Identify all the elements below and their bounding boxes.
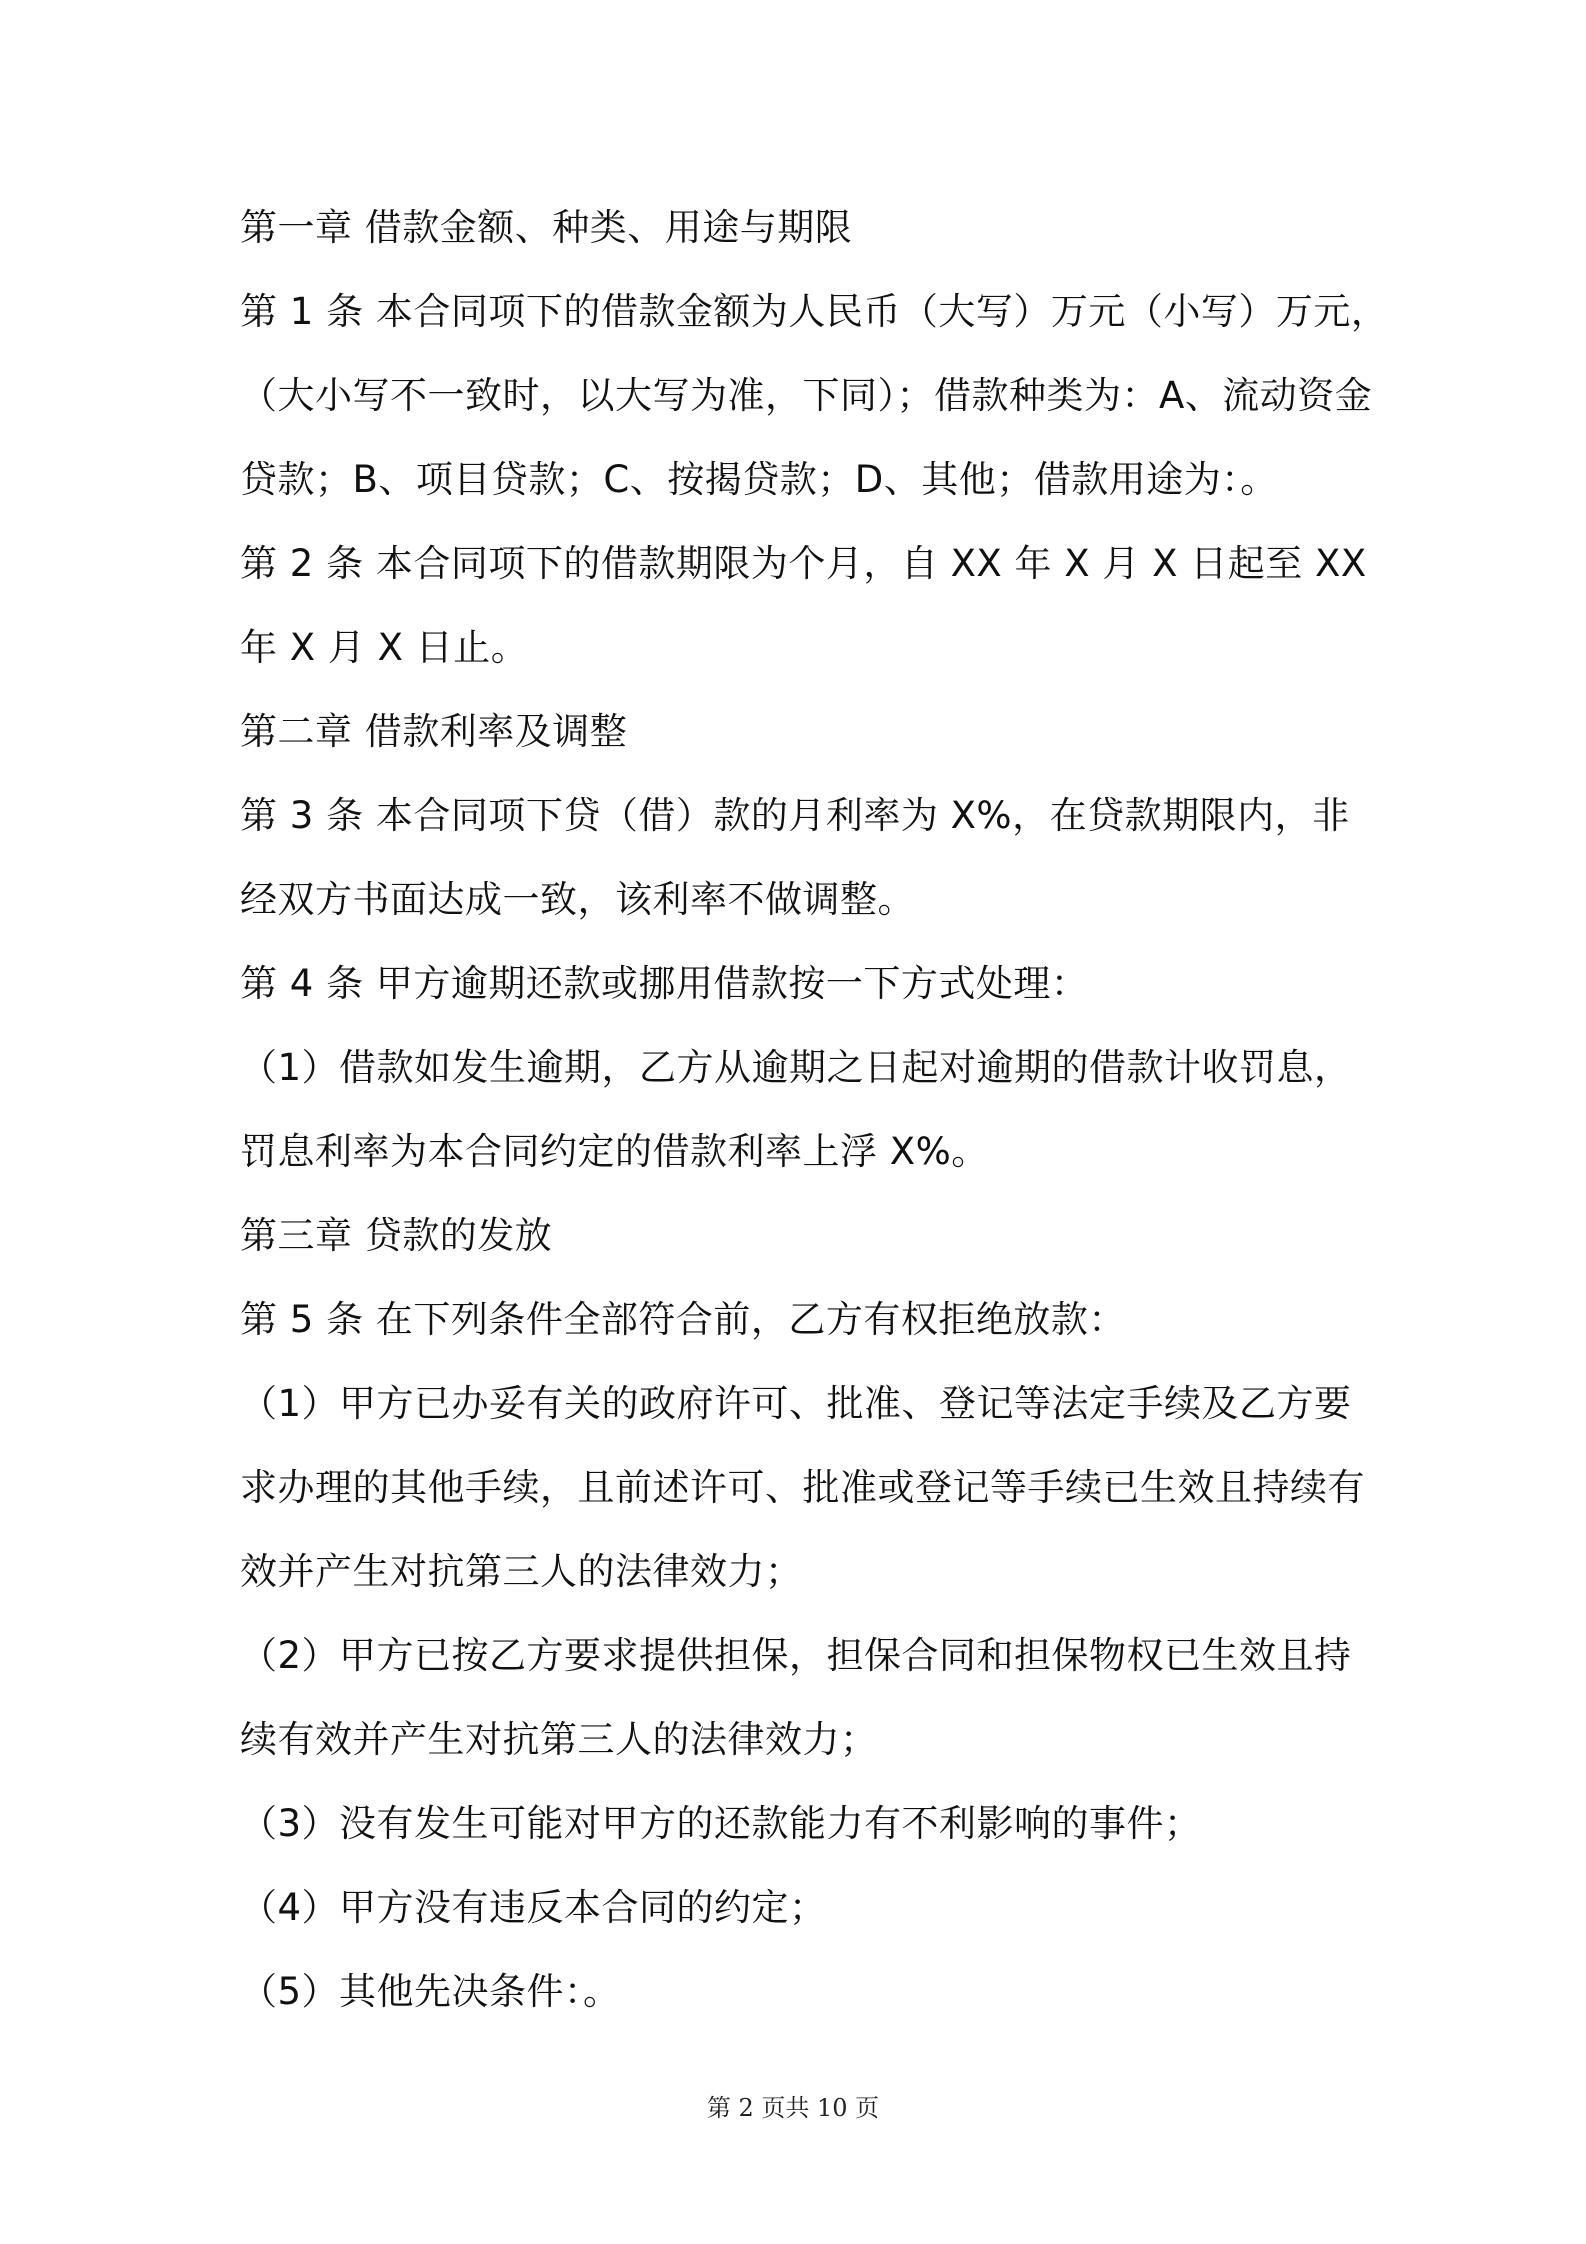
- chapter-heading-3: 第三章 贷款的发放: [240, 1214, 553, 1257]
- article-1-line-2: （大小写不一致时，以大写为准，下同）；借款种类为：A、流动资金: [240, 374, 1373, 417]
- article-5-item-2-line-1: （2）甲方已按乙方要求提供担保，担保合同和担保物权已生效且持: [240, 1634, 1352, 1677]
- article-5-item-4: （4）甲方没有违反本合同的约定；: [240, 1886, 827, 1929]
- article-1-line-1: 第 1 条 本合同项下的借款金额为人民币（大写）万元（小写）万元，: [240, 290, 1389, 333]
- article-4-item-1-line-2: 罚息利率为本合同约定的借款利率上浮 X%。: [240, 1130, 989, 1173]
- chapter-heading-2: 第二章 借款利率及调整: [240, 710, 628, 753]
- article-5-line-1: 第 5 条 在下列条件全部符合前，乙方有权拒绝放款：: [240, 1298, 1126, 1341]
- article-4-item-1-line-1: （1）借款如发生逾期，乙方从逾期之日起对逾期的借款计收罚息，: [240, 1046, 1352, 1089]
- article-3-line-2: 经双方书面达成一致，该利率不做调整。: [240, 878, 915, 921]
- article-5-item-1-line-3: 效并产生对抗第三人的法律效力；: [240, 1550, 803, 1593]
- article-5-item-5: （5）其他先决条件：。: [240, 1970, 621, 2013]
- article-1-line-3: 贷款；B、项目贷款；C、按揭贷款；D、其他；借款用途为：。: [240, 458, 1278, 501]
- article-4-line-1: 第 4 条 甲方逾期还款或挪用借款按一下方式处理：: [240, 962, 1089, 1005]
- article-2-line-2: 年 X 月 X 日止。: [240, 626, 529, 669]
- article-5-item-2-line-2: 续有效并产生对抗第三人的法律效力；: [240, 1718, 878, 1761]
- article-5-item-1-line-2: 求办理的其他手续，且前述许可、批准或登记等手续已生效且持续有: [240, 1466, 1365, 1509]
- article-3-line-1: 第 3 条 本合同项下贷（借）款的月利率为 X%，在贷款期限内，非: [240, 794, 1350, 837]
- article-5-item-1-line-1: （1）甲方已办妥有关的政府许可、批准、登记等法定手续及乙方要: [240, 1382, 1352, 1425]
- article-2-line-1: 第 2 条 本合同项下的借款期限为个月，自 XX 年 X 月 X 日起至 XX: [240, 542, 1367, 585]
- chapter-heading-1: 第一章 借款金额、种类、用途与期限: [240, 206, 853, 249]
- page-number-footer: 第 2 页共 10 页: [706, 2094, 880, 2122]
- article-5-item-3: （3）没有发生可能对甲方的还款能力有不利影响的事件；: [240, 1802, 1202, 1845]
